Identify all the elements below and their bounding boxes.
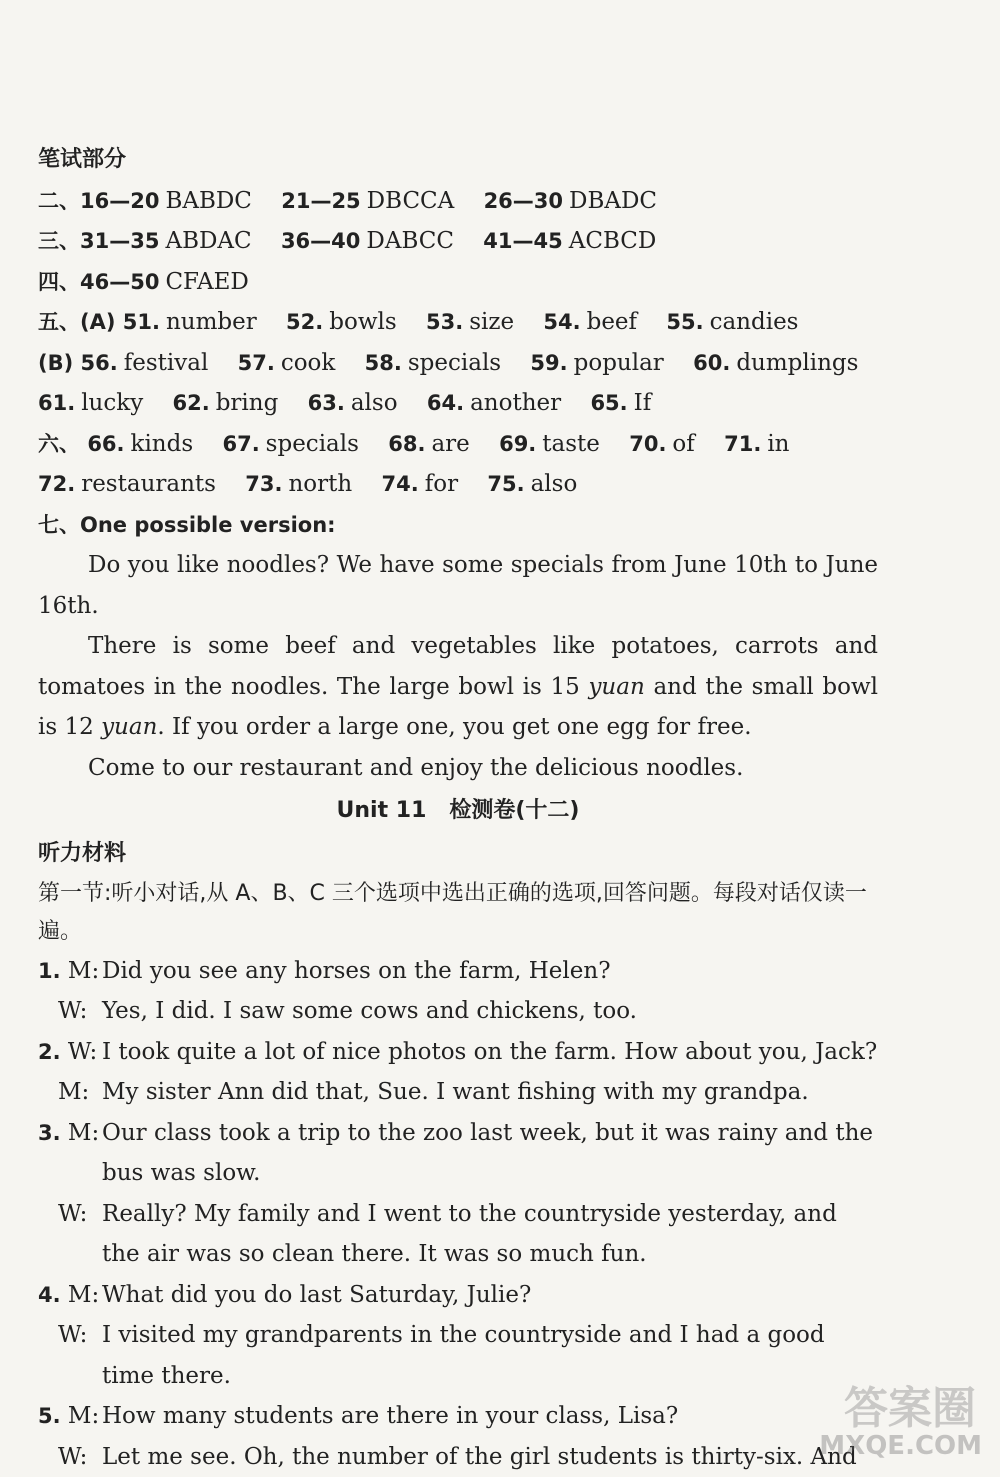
site-watermark <box>802 1372 992 1467</box>
watermark-logo: 答案圈 <box>844 1383 976 1434</box>
answer-page <box>38 140 878 1477</box>
dialog-5: 5. M: How many students are there in your class, Lisa? W: Let me see. Oh, the number of the girl students is thirty-six. And <box>38 1403 857 1470</box>
dialog-4: 4. M: What did you do last Saturday, Julie? W: I visited my grandparents in the countryside and I had a good time there. <box>38 1281 825 1389</box>
section-3-answers: 三、31—35 ABDAC 36—40 DABCC 41—45 ACBCD <box>38 228 657 254</box>
section-6b-answers: 72. restaurants 73. north 74. for 75. also <box>38 471 578 497</box>
section-5a-answers: 五、(A) 51. number 52. bowls 53. size 54. beef 55. candies <box>38 309 799 335</box>
essay-paragraph-2: There is some beef and vegetables like potatoes, carrots and tomatoes in the noodles. The large bowl is 15 yuan and the small bowl is 12 yuan. If you order a large one, you get one egg for free. <box>38 633 879 740</box>
dialog-1: 1. M: Did you see any horses on the farm, Helen? W: Yes, I did. I saw some cows and chickens, too. <box>38 957 637 1024</box>
dialog-2: 2. W: I took quite a lot of nice photos on the farm. How about you, Jack? M: My sister Ann did that, Sue. I want fishing with my grandpa. <box>38 1038 878 1105</box>
section-6a-answers: 六、 66. kinds 67. specials 68. are 69. taste 70. of 71. in <box>38 430 790 457</box>
written-section-title: 笔试部分 <box>38 147 127 172</box>
listening-title: 听力材料 <box>38 841 127 866</box>
section-4-answers: 四、46—50 CFAED <box>38 268 249 295</box>
section-2-answers: 二、16—20 BABDC 21—25 DBCCA 26—30 DBADC <box>38 187 658 214</box>
listening-instruction: 第一节:听小对话,从 A、B、C 三个选项中选出正确的选项,回答问题。每段对话仅读一遍。 <box>38 880 867 944</box>
essay-paragraph-1: Do you like noodles? We have some specials from June 10th to June 16th. <box>38 552 878 619</box>
unit-title: Unit 11 检测卷(十二) <box>336 798 580 823</box>
section-5b-answers: (B) 56. festival 57. cook 58. specials 59. popular 60. dumplings <box>38 349 859 376</box>
watermark-site: MXQE.COM <box>819 1431 982 1461</box>
dialog-3: 3. M: Our class took a trip to the zoo last week, but it was rainy and the bus was slow. W: Really? My family and I went to the countryside yesterday, and the air was so clean there. It was so much fun. <box>38 1119 873 1267</box>
section-5c-answers: 61. lucky 62. bring 63. also 64. another 65. If <box>38 390 652 416</box>
essay-paragraph-3: Come to our restaurant and enjoy the delicious noodles. <box>88 754 744 781</box>
section-7-title: 七、One possible version: <box>38 512 336 537</box>
